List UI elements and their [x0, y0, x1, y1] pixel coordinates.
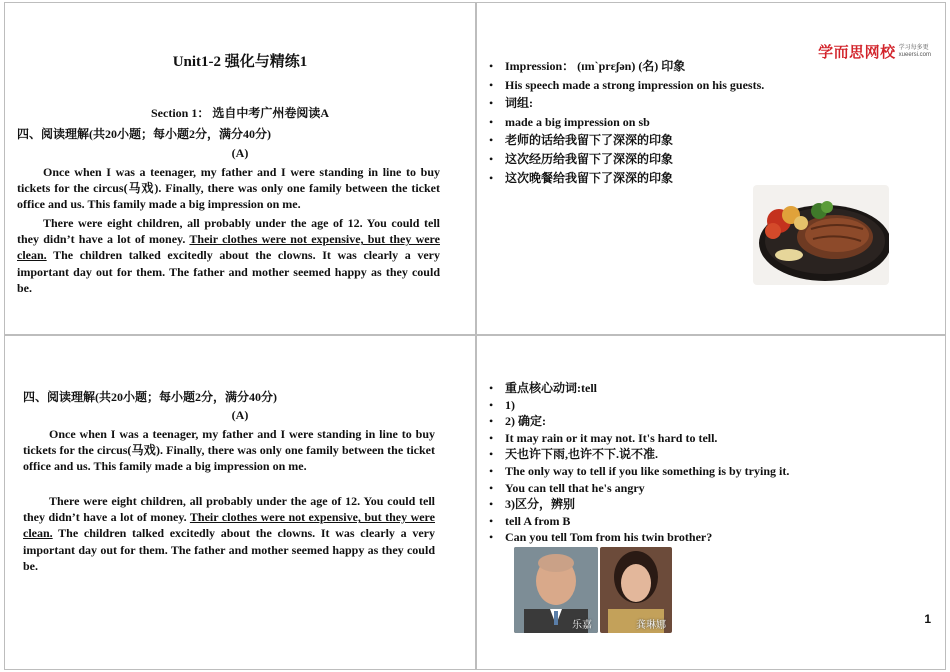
question-heading: 四、阅读理解(共20小题；每小题2分，满分40分)	[23, 390, 277, 404]
person-photo-2	[600, 547, 672, 633]
list-item: • 重点核心动词:tell	[489, 380, 789, 397]
passage-paragraph-2	[17, 215, 440, 296]
photo-caption: 龚琳娜	[636, 620, 666, 631]
paragraph-text: The children talked excitedly about the clowns. It was clearly a very important day out for them. The father and mother seemed happy as they could be.	[17, 248, 440, 295]
page-title: Unit1-2 强化与精练1	[172, 54, 308, 70]
list-item: • made a big impression on sb	[489, 113, 764, 132]
list-item: • His speech made a strong impression on his guests.	[489, 76, 764, 95]
passage-paragraph-2	[23, 493, 435, 574]
list-item: • 词组:	[489, 94, 764, 113]
tell-bullet-list	[489, 380, 789, 546]
paragraph-text: There were eight children, all probably under the age of 12. You could tell they didn’t have a lot of money.	[17, 216, 440, 247]
slide-panel-bottom-left	[4, 335, 476, 670]
steak-photo-icon	[753, 185, 889, 285]
impression-bullet-list	[489, 57, 764, 187]
underlined-sentence: Their clothes were not expensive, but they were clean.	[17, 232, 440, 263]
list-item: • 这次经历给我留下了深深的印象	[489, 150, 764, 169]
paragraph-text: Once when I was a teenager, my father and I were standing in line to buy tickets for the circus(马戏). Finally, there was only one family between the ticket office and us. This family made a big impression on me.	[17, 165, 440, 212]
list-item: • Impression： (ɪm`prɛʃən) (名) 印象	[489, 57, 764, 76]
logo-url: xueersi.com	[898, 51, 931, 58]
logo-tagline: 学习每多更	[898, 44, 929, 51]
list-item: • 老师的话给我留下了深深的印象	[489, 131, 764, 150]
slide-panel-top-right	[476, 2, 946, 335]
paragraph-text: There were eight children, all probably under the age of 12. You could tell they didn’t have a lot of money.	[23, 494, 435, 525]
steak-photo	[753, 185, 889, 285]
underlined-sentence: Their clothes were not expensive, but they were clean.	[23, 510, 435, 541]
list-item: • It may rain or it may not. It's hard to tell.	[489, 430, 789, 447]
list-item: • You can tell that he's angry	[489, 480, 789, 497]
paragraph-text: Once when I was a teenager, my father and I were standing in line to buy tickets for the circus(马戏). Finally, there was only one family between the ticket office and us. This family made a big impression on me.	[23, 427, 435, 474]
list-item: • Can you tell Tom from his twin brother?	[489, 529, 789, 546]
list-item: • 这次晚餐给我留下了深深的印象	[489, 169, 764, 188]
passage-paragraph-1	[17, 164, 440, 213]
list-item: • 1)	[489, 397, 789, 414]
passage-label: (A)	[231, 408, 249, 422]
paragraph-text: The children talked excitedly about the clowns. It was clearly a very important day out for them. The father and mother seemed happy as they could be.	[23, 526, 435, 573]
list-item: • 天也许下雨,也许不下.说不准.	[489, 446, 789, 463]
list-item: • 2) 确定:	[489, 413, 789, 430]
question-heading: 四、阅读理解(共20小题；每小题2分，满分40分)	[17, 127, 271, 141]
page-number: 1	[924, 612, 931, 626]
photo-caption: 乐嘉	[572, 620, 592, 631]
list-item: • The only way to tell if you like something is by trying it.	[489, 463, 789, 480]
passage-label: (A)	[231, 146, 249, 160]
slide-panel-top-left	[4, 2, 476, 335]
section-heading: Section 1： 选自中考广州卷阅读A	[151, 106, 329, 120]
list-item: • tell A from B	[489, 513, 789, 530]
logo-text: 学而思网校	[818, 44, 896, 61]
person-photo-1	[514, 547, 598, 633]
xueersi-logo	[818, 41, 931, 62]
list-item: • 3)区分，辨别	[489, 496, 789, 513]
passage-paragraph-1	[23, 426, 435, 475]
slide-panel-bottom-right	[476, 335, 946, 670]
